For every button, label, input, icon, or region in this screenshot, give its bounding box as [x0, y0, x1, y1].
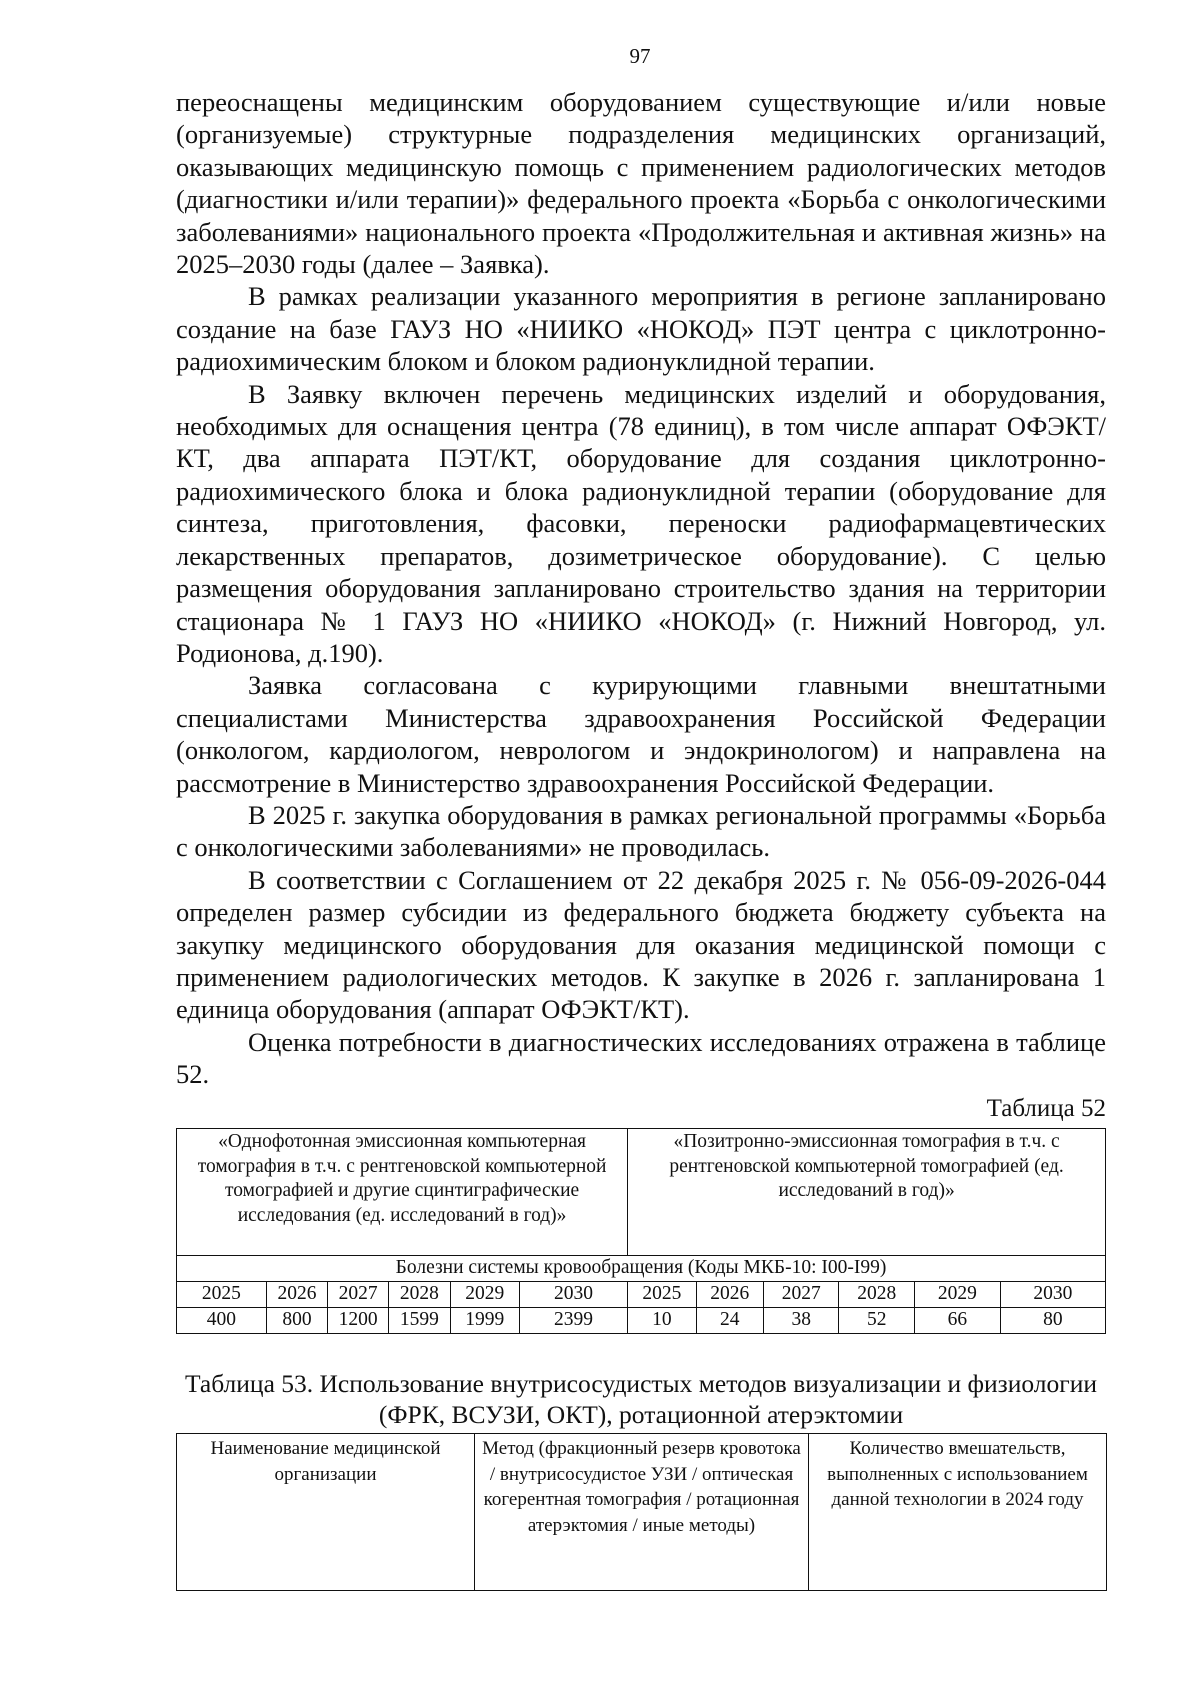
table-52-values-row — [177, 1308, 1106, 1334]
table-52-value: 1599 — [389, 1308, 450, 1334]
table-52-value: 2399 — [519, 1308, 627, 1334]
table-52-year: 2027 — [328, 1282, 389, 1308]
paragraph: В соответствии с Соглашением от 22 декабря 2025 г. № 056-09-2026-044 определен размер субсидии из федерального бюджета бюджету субъекта на закупку медицинского оборудования для оказания медицинской помощи с применением радиологических методов. К закупке в 2026 г. запланирована 1 единица оборудования (аппарат ОФЭКТ/КТ). — [176, 864, 1106, 1025]
table-53-title: Таблица 53. Использование внутрисосудистых методов визуализации и физиологии (ФРК, ВСУЗИ, ОКТ), ротационной атерэктомии — [184, 1369, 1098, 1429]
table-52-header-row — [177, 1129, 1106, 1256]
table-52-value: 38 — [763, 1308, 839, 1334]
table-53-col-method: Метод (фракционный резерв кровотока / внутрисосудистое УЗИ / оптическая когерентная томография / ротационная атерэктомия / иные методы) — [475, 1434, 809, 1591]
table-52-year: 2028 — [389, 1282, 450, 1308]
paragraph: переоснащены медицинским оборудованием существующие и/или новые (организуемые) структурные подразделения медицинских организаций, оказывающих медицинскую помощь с применением радиологических методов (диагностики и/или терапии)» федерального проекта «Борьба с онкологическими заболеваниями» национального проекта «Продолжительная и активная жизнь» на 2025–2030 годы (далее – Заявка). — [176, 87, 1106, 280]
table-52-value: 400 — [177, 1308, 267, 1334]
table-52-header-pet: «Позитронно-эмиссионная томография в т.ч. с рентгеновской компьютерной томографией (ед. исследований в год)» — [628, 1129, 1106, 1256]
table-52-year: 2025 — [177, 1282, 267, 1308]
table-53-col-count: Количество вмешательств, выполненных с использованием данной технологии в 2024 году — [809, 1434, 1107, 1591]
body-text — [176, 86, 1106, 1091]
table-52-caption: Таблица 52 — [986, 1095, 1106, 1122]
paragraph: Оценка потребности в диагностических исследованиях отражена в таблице 52. — [176, 1026, 1106, 1090]
table-52-year: 2026 — [696, 1282, 763, 1308]
table-52-category-row — [177, 1256, 1106, 1282]
table-52-value: 52 — [839, 1308, 915, 1334]
table-52-year: 2028 — [839, 1282, 915, 1308]
table-52-value: 800 — [266, 1308, 327, 1334]
table-52-value: 1200 — [328, 1308, 389, 1334]
paragraph: В Заявку включен перечень медицинских изделий и оборудования, необходимых для оснащения центра (78 единиц), в том числе аппарат ОФЭКТ/КТ, два аппарата ПЭТ/КТ, оборудование для создания циклотронно-радиохимического блока и блока радионуклидной терапии (оборудование для синтеза, приготовления, фасовки, переноски радиофармацевтических лекарственных препаратов, дозиметрическое оборудование). С целью размещения оборудования запланировано строительство здания на территории стационара № 1 ГАУЗ НО «НИИКО «НОКОД» (г. Нижний Новгород, ул. Родионова, д.190). — [176, 378, 1106, 668]
table-52-years-row — [177, 1282, 1106, 1308]
table-52-year: 2025 — [628, 1282, 696, 1308]
table-53-header-row — [177, 1434, 1107, 1591]
table-52-value: 24 — [696, 1308, 763, 1334]
table-52-year: 2026 — [266, 1282, 327, 1308]
paragraph: Заявка согласована с курирующими главными внештатными специалистами Министерства здравоохранения Российской Федерации (онкологом, кардиологом, неврологом и эндокринологом) и направлена на рассмотрение в Министерство здравоохранения Российской Федерации. — [176, 670, 1106, 798]
table-53-col-organization: Наименование медицинской организации — [177, 1434, 475, 1591]
table-52 — [176, 1128, 1106, 1334]
table-52-year: 2029 — [914, 1282, 1000, 1308]
table-52-value: 10 — [628, 1308, 696, 1334]
paragraph: В 2025 г. закупка оборудования в рамках региональной программы «Борьба с онкологическими заболеваниями» не проводилась. — [176, 799, 1106, 863]
table-52-value: 1999 — [450, 1308, 519, 1334]
table-53 — [176, 1433, 1107, 1591]
table-52-year: 2030 — [1000, 1282, 1105, 1308]
table-52-value: 66 — [914, 1308, 1000, 1334]
page-number: 97 — [629, 44, 651, 68]
table-52-year: 2029 — [450, 1282, 519, 1308]
paragraph: В рамках реализации указанного мероприятия в регионе запланировано создание на базе ГАУЗ НО «НИИКО «НОКОД» ПЭТ центра с циклотронно-радиохимическим блоком и блоком радионуклидной терапии. — [176, 281, 1106, 377]
table-52-year: 2027 — [763, 1282, 839, 1308]
table-52-category: Болезни системы кровообращения (Коды МКБ-10: I00-I99) — [177, 1256, 1106, 1282]
table-52-value: 80 — [1000, 1308, 1105, 1334]
table-52-header-spect: «Однофотонная эмиссионная компьютерная томография в т.ч. с рентгеновской компьютерной томографией и другие сцинтиграфические исследования (ед. исследований в год)» — [177, 1129, 628, 1256]
table-52-year: 2030 — [519, 1282, 627, 1308]
